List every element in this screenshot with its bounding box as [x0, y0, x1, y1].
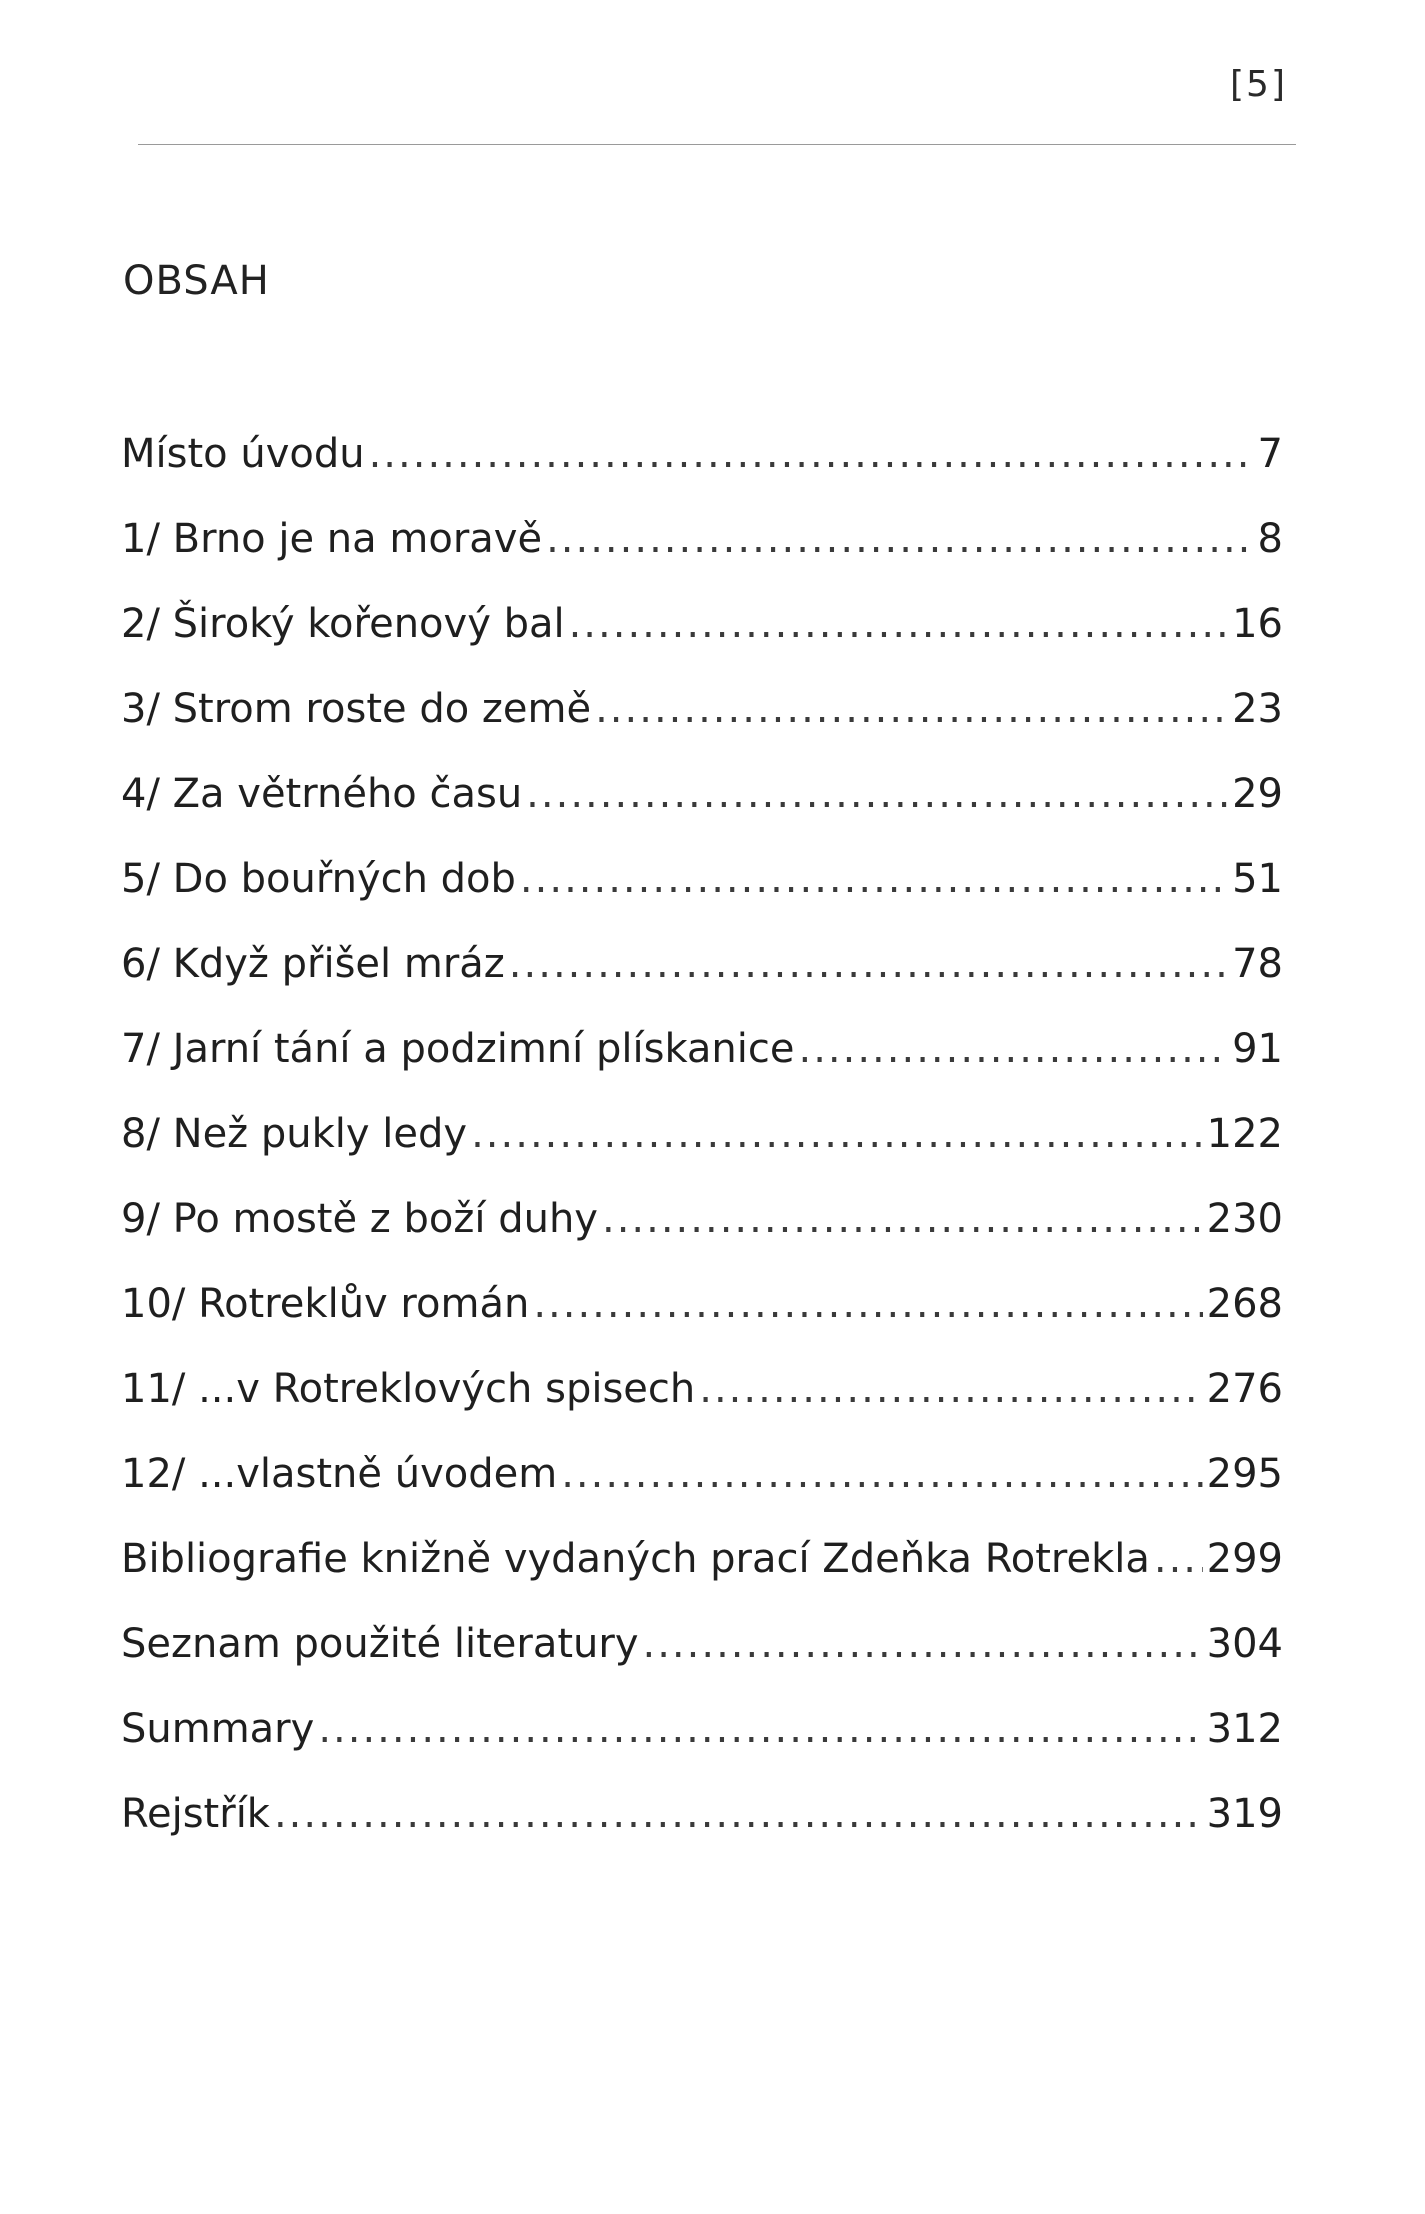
- toc-entry-page: 276: [1206, 1366, 1283, 1412]
- toc-entry-title: 9/ Po mostě z boží duhy: [121, 1196, 598, 1242]
- toc-entry-title: 5/ Do bouřných dob: [121, 856, 516, 902]
- dot-leader: [533, 1274, 1202, 1334]
- toc-entry-title: 1/ Brno je na moravě: [121, 516, 543, 562]
- toc-entry: [121, 1444, 1283, 1529]
- toc-entry-page: 16: [1232, 601, 1283, 647]
- dot-leader: [561, 1444, 1202, 1504]
- dot-leader: [509, 934, 1228, 994]
- toc-entry: [121, 1359, 1283, 1444]
- toc-entry-title: 3/ Strom roste do země: [121, 686, 592, 732]
- dot-leader: [520, 849, 1228, 909]
- toc-entry-page: 7: [1257, 431, 1283, 477]
- toc-entry-page: 230: [1206, 1196, 1283, 1242]
- header-rule: [138, 144, 1296, 145]
- toc-entry-title: 4/ Za větrného času: [121, 771, 523, 817]
- toc-entry: [121, 1189, 1283, 1274]
- toc-entry-title: 11/ ...v Rotreklových spisech: [121, 1366, 696, 1412]
- dot-leader: [526, 764, 1228, 824]
- toc-entry-page: 319: [1206, 1791, 1283, 1837]
- toc-entry-page: 312: [1206, 1706, 1283, 1752]
- toc-entry-page: 78: [1232, 941, 1283, 987]
- toc-entry-page: 8: [1257, 516, 1283, 562]
- table-of-contents: [121, 424, 1283, 1869]
- toc-entry-title: 7/ Jarní tání a podzimní plískanice: [121, 1026, 795, 1072]
- toc-entry: [121, 679, 1283, 764]
- toc-heading: OBSAH: [123, 258, 270, 304]
- toc-entry-title: Seznam použité literatury: [121, 1621, 639, 1667]
- toc-entry-title: Bibliografie knižně vydaných prací Zdeňka Rotrekla: [121, 1536, 1150, 1582]
- dot-leader: [699, 1359, 1202, 1419]
- dot-leader: [569, 594, 1229, 654]
- toc-entry: [121, 1104, 1283, 1189]
- toc-entry: [121, 594, 1283, 679]
- page-number: [5]: [1230, 64, 1287, 105]
- toc-entry: [121, 1614, 1283, 1699]
- dot-leader: [274, 1784, 1203, 1844]
- toc-entry-title: Rejstřík: [121, 1791, 270, 1837]
- dot-leader: [546, 509, 1253, 569]
- dot-leader: [798, 1019, 1228, 1079]
- toc-entry: [121, 1699, 1283, 1784]
- toc-entry: [121, 764, 1283, 849]
- toc-entry-page: 51: [1232, 856, 1283, 902]
- dot-leader: [595, 679, 1228, 739]
- toc-entry-page: 91: [1232, 1026, 1283, 1072]
- toc-entry-title: 10/ Rotreklův román: [121, 1281, 530, 1327]
- toc-entry-page: 23: [1232, 686, 1283, 732]
- toc-entry-title: Summary: [121, 1706, 315, 1752]
- dot-leader: [1154, 1529, 1203, 1589]
- toc-entry-title: 6/ Když přišel mráz: [121, 941, 505, 987]
- toc-entry-page: 29: [1232, 771, 1283, 817]
- toc-entry: [121, 849, 1283, 934]
- dot-leader: [318, 1699, 1202, 1759]
- toc-entry-page: 304: [1206, 1621, 1283, 1667]
- dot-leader: [602, 1189, 1203, 1249]
- toc-entry-page: 122: [1206, 1111, 1283, 1157]
- toc-entry-page: 268: [1206, 1281, 1283, 1327]
- dot-leader: [369, 424, 1254, 484]
- dot-leader: [471, 1104, 1203, 1164]
- toc-entry: [121, 1019, 1283, 1104]
- dot-leader: [643, 1614, 1203, 1674]
- toc-entry: [121, 424, 1283, 509]
- toc-entry: [121, 509, 1283, 594]
- toc-entry-title: Místo úvodu: [121, 431, 365, 477]
- toc-entry-page: 295: [1206, 1451, 1283, 1497]
- toc-entry-title: 8/ Než pukly ledy: [121, 1111, 468, 1157]
- toc-entry-title: 2/ Široký kořenový bal: [121, 601, 565, 647]
- toc-entry-title: 12/ ...vlastně úvodem: [121, 1451, 558, 1497]
- toc-entry: [121, 1529, 1283, 1614]
- toc-entry-page: 299: [1206, 1536, 1283, 1582]
- toc-entry: [121, 1274, 1283, 1359]
- toc-entry: [121, 1784, 1283, 1869]
- toc-entry: [121, 934, 1283, 1019]
